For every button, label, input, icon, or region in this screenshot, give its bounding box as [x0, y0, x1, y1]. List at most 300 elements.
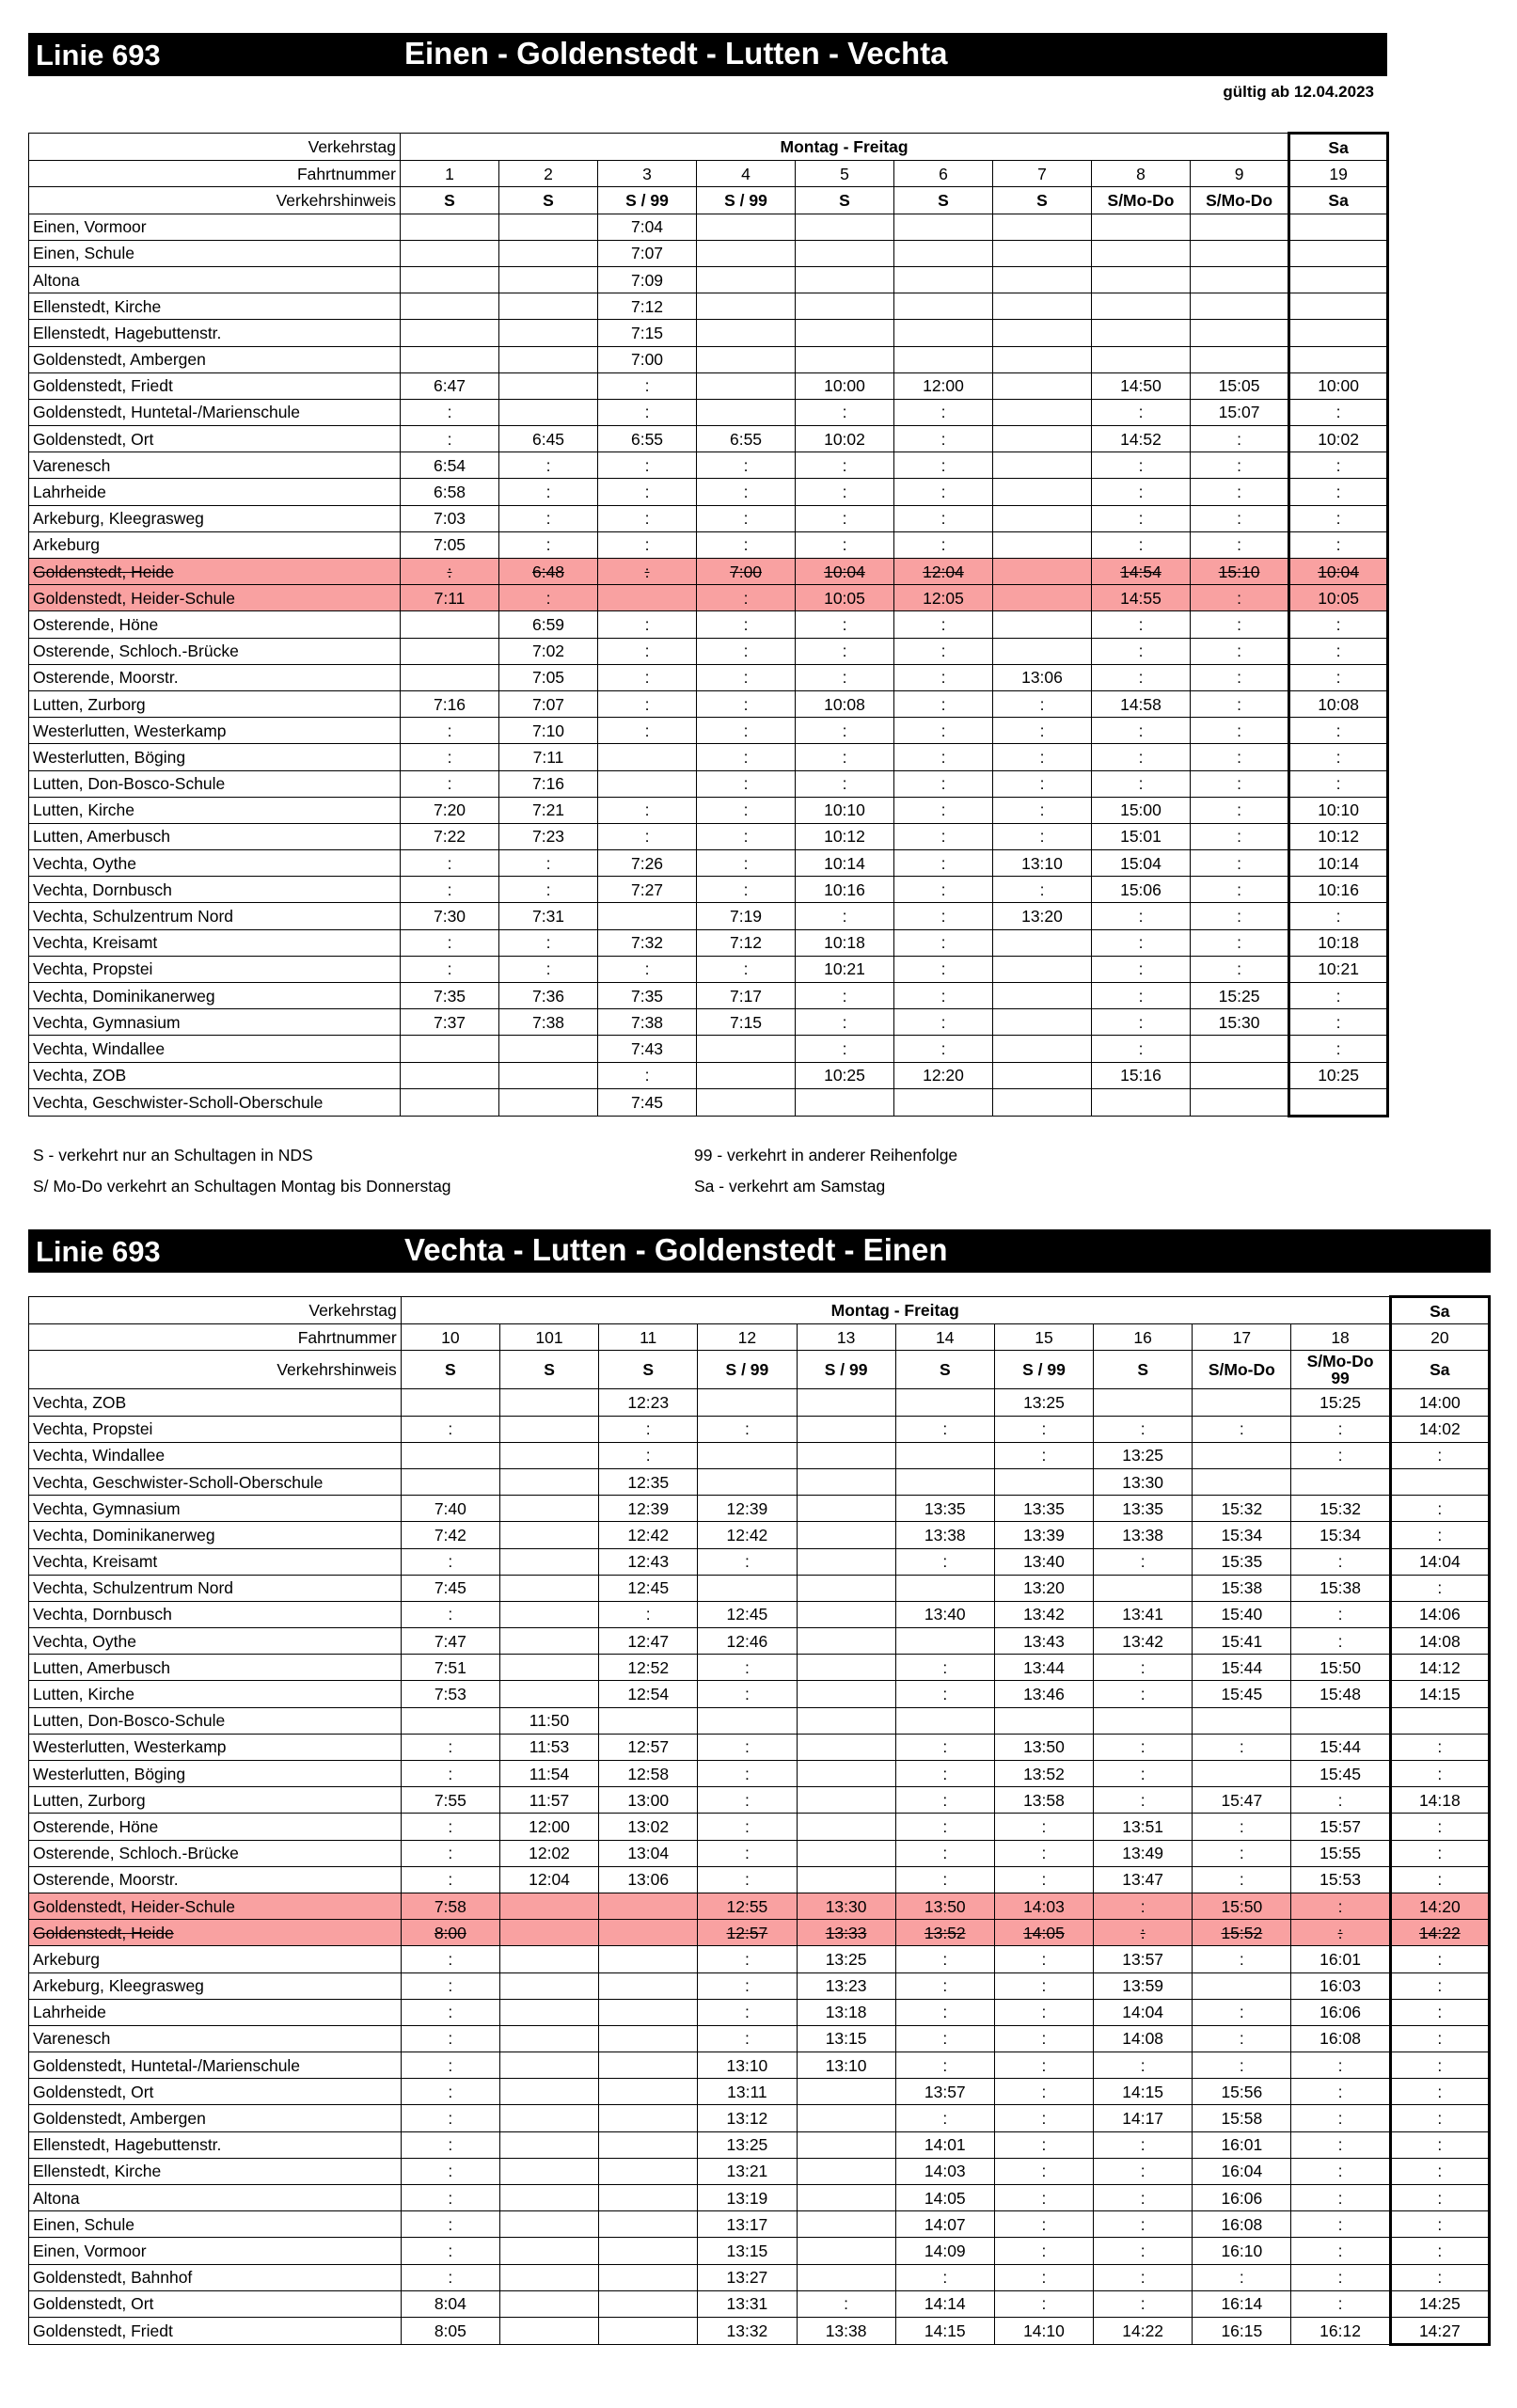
departure-time: :: [499, 531, 598, 558]
departure-time: :: [1193, 1840, 1291, 1866]
stop-row: [29, 1707, 1490, 1734]
departure-time: 12:05: [894, 585, 993, 611]
departure-time: 13:35: [895, 1496, 994, 1522]
departure-time: :: [401, 2264, 499, 2290]
stop-name: Varenesch: [29, 2025, 402, 2052]
stop-name: Goldenstedt, Heider-Schule: [29, 585, 401, 611]
departure-time: [499, 1999, 598, 2025]
departure-time: 12:58: [599, 1761, 698, 1787]
stop-name: Osterende, Moorstr.: [29, 664, 401, 690]
line-label: Linie 693: [36, 1235, 161, 1268]
departure-time: :: [1094, 2131, 1193, 2158]
departure-time: 11:54: [499, 1761, 598, 1787]
departure-time: :: [1191, 903, 1289, 929]
departure-time: [697, 1036, 796, 1062]
departure-time: [499, 2105, 598, 2131]
departure-time: :: [1193, 1999, 1291, 2025]
departure-time: :: [1092, 1036, 1191, 1062]
departure-time: [499, 2158, 598, 2184]
departure-time: 15:45: [1193, 1681, 1291, 1707]
departure-time: [797, 1628, 895, 1655]
departure-time: [401, 346, 499, 372]
departure-time: 13:25: [994, 1389, 1093, 1416]
departure-time: :: [895, 1972, 994, 1999]
departure-time: 16:06: [1193, 2185, 1291, 2211]
departure-time: 13:02: [599, 1814, 698, 1840]
departure-time: [1193, 1468, 1291, 1495]
departure-time: 7:35: [598, 983, 697, 1009]
departure-time: :: [1191, 585, 1289, 611]
departure-time: [994, 1707, 1093, 1734]
stop-name: Vechta, Dornbusch: [29, 1601, 402, 1627]
stop-name: Vechta, Windallee: [29, 1442, 402, 1468]
departure-time: 10:14: [796, 850, 894, 877]
departure-time: [599, 2052, 698, 2079]
departure-time: 13:46: [994, 1681, 1093, 1707]
departure-time: :: [598, 505, 697, 531]
departure-time: 12:42: [599, 1522, 698, 1548]
departure-time: :: [1390, 1496, 1489, 1522]
stop-name: Vechta, Kreisamt: [29, 929, 401, 956]
departure-time: :: [796, 1009, 894, 1036]
stop-name: Vechta, Dominikanerweg: [29, 983, 401, 1009]
trip-number: 1: [401, 161, 499, 187]
departure-time: [499, 1442, 598, 1468]
departure-time: [1291, 1468, 1390, 1495]
departure-time: 13:52: [895, 1920, 994, 1946]
departure-time: 14:15: [895, 2317, 994, 2344]
trip-hint: S/Mo-Do: [1191, 187, 1289, 214]
departure-time: 13:42: [994, 1601, 1093, 1627]
stop-row: [29, 2185, 1490, 2211]
departure-time: [598, 770, 697, 797]
departure-time: :: [994, 1866, 1093, 1893]
stop-row: [29, 1601, 1490, 1627]
stop-name: Goldenstedt, Ort: [29, 2079, 402, 2105]
departure-time: 6:47: [401, 372, 499, 399]
stop-row: [29, 1062, 1388, 1088]
departure-time: [599, 2025, 698, 2052]
departure-time: :: [1289, 744, 1388, 770]
departure-time: :: [895, 1416, 994, 1442]
departure-time: 10:05: [1289, 585, 1388, 611]
departure-time: :: [1291, 2290, 1390, 2317]
departure-time: 14:05: [895, 2185, 994, 2211]
legend-sa: Sa - verkehrt am Samstag: [694, 1177, 886, 1196]
departure-time: :: [1289, 611, 1388, 638]
departure-time: [401, 638, 499, 664]
departure-time: :: [1289, 983, 1388, 1009]
departure-time: :: [401, 1814, 499, 1840]
departure-time: 10:10: [796, 797, 894, 823]
departure-time: :: [1191, 611, 1289, 638]
departure-time: 13:20: [994, 1575, 1093, 1601]
departure-time: 15:50: [1291, 1655, 1390, 1681]
departure-time: 15:45: [1291, 1761, 1390, 1787]
departure-time: [401, 1468, 499, 1495]
departure-time: [797, 2185, 895, 2211]
departure-time: :: [1092, 399, 1191, 425]
departure-time: :: [499, 585, 598, 611]
departure-time: :: [1094, 2211, 1193, 2238]
departure-time: 12:54: [599, 1681, 698, 1707]
departure-time: :: [499, 877, 598, 903]
departure-time: [698, 1389, 797, 1416]
departure-time: :: [598, 718, 697, 744]
departure-time: [797, 1416, 895, 1442]
departure-time: [499, 1088, 598, 1116]
departure-time: [499, 2264, 598, 2290]
stop-name: Goldenstedt, Huntetal-/Marienschule: [29, 2052, 402, 2079]
departure-time: :: [1390, 2025, 1489, 2052]
departure-time: :: [894, 744, 993, 770]
departure-time: [499, 1972, 598, 1999]
departure-time: 8:04: [401, 2290, 499, 2317]
departure-time: :: [401, 2105, 499, 2131]
departure-time: :: [894, 611, 993, 638]
departure-time: :: [401, 399, 499, 425]
stop-row: [29, 1787, 1490, 1814]
legend-99: 99 - verkehrt in anderer Reihenfolge: [694, 1146, 958, 1164]
weekday-header: Montag - Freitag: [401, 134, 1289, 161]
trip-hint: Sa: [1390, 1351, 1489, 1389]
departure-time: 7:17: [697, 983, 796, 1009]
departure-time: :: [598, 559, 697, 585]
departure-time: [599, 2317, 698, 2344]
departure-time: [499, 2211, 598, 2238]
departure-time: :: [894, 638, 993, 664]
stop-name: Lutten, Kirche: [29, 1681, 402, 1707]
stop-name: Einen, Schule: [29, 2211, 402, 2238]
stop-name: Lutten, Don-Bosco-Schule: [29, 1707, 402, 1734]
departure-time: [797, 1734, 895, 1760]
trip-number: 17: [1193, 1324, 1291, 1351]
departure-time: :: [697, 479, 796, 505]
departure-time: 13:52: [994, 1761, 1093, 1787]
departure-time: [1289, 293, 1388, 320]
stop-row: [29, 690, 1388, 717]
departure-time: 15:07: [1191, 399, 1289, 425]
departure-time: 12:39: [599, 1496, 698, 1522]
departure-time: :: [1193, 1734, 1291, 1760]
stop-name: Lutten, Zurborg: [29, 1787, 402, 1814]
departure-time: 13:25: [797, 1946, 895, 1972]
departure-time: :: [1390, 1734, 1489, 1760]
stop-name: Lahrheide: [29, 1999, 402, 2025]
departure-time: [796, 266, 894, 293]
departure-time: 7:05: [499, 664, 598, 690]
departure-time: 12:57: [698, 1920, 797, 1946]
departure-time: 16:06: [1291, 1999, 1390, 2025]
departure-time: :: [401, 744, 499, 770]
departure-time: [1289, 240, 1388, 266]
stop-row: [29, 1628, 1490, 1655]
departure-time: [993, 293, 1092, 320]
departure-time: 12:35: [599, 1468, 698, 1495]
departure-time: :: [994, 1840, 1093, 1866]
departure-time: [499, 1628, 598, 1655]
stop-name: Vechta, Schulzentrum Nord: [29, 1575, 402, 1601]
departure-time: [599, 1893, 698, 1919]
header-row-hint: [29, 187, 1388, 214]
departure-time: :: [894, 956, 993, 982]
departure-time: :: [1289, 1036, 1388, 1062]
stop-row: [29, 797, 1388, 823]
departure-time: [993, 559, 1092, 585]
departure-time: 7:20: [401, 797, 499, 823]
departure-time: [894, 293, 993, 320]
departure-time: [1191, 214, 1289, 240]
departure-time: :: [598, 531, 697, 558]
departure-time: [499, 2290, 598, 2317]
stop-name: Vechta, Oythe: [29, 850, 401, 877]
departure-time: 13:49: [1094, 1840, 1193, 1866]
stop-name: Osterende, Schloch.-Brücke: [29, 1840, 402, 1866]
departure-time: [1193, 1761, 1291, 1787]
stop-row: [29, 877, 1388, 903]
departure-time: 7:03: [401, 505, 499, 531]
departure-time: [599, 2238, 698, 2264]
departure-time: 13:18: [797, 1999, 895, 2025]
departure-time: [499, 1416, 598, 1442]
departure-time: :: [1191, 929, 1289, 956]
departure-time: [599, 1707, 698, 1734]
trip-number: 20: [1390, 1324, 1489, 1351]
stop-row: [29, 240, 1388, 266]
departure-time: [993, 1036, 1092, 1062]
departure-time: [797, 1787, 895, 1814]
departure-time: :: [1289, 903, 1388, 929]
departure-time: :: [401, 1416, 499, 1442]
header-row-day: [29, 134, 1388, 161]
stop-name: Westerlutten, Westerkamp: [29, 1734, 402, 1760]
departure-time: 8:05: [401, 2317, 499, 2344]
departure-time: :: [894, 850, 993, 877]
departure-time: :: [401, 559, 499, 585]
departure-time: [499, 2079, 598, 2105]
stop-name: Einen, Vormoor: [29, 2238, 402, 2264]
departure-time: [993, 240, 1092, 266]
departure-time: 7:38: [499, 1009, 598, 1036]
departure-time: :: [1094, 1761, 1193, 1787]
departure-time: 7:35: [401, 983, 499, 1009]
departure-time: [499, 2025, 598, 2052]
departure-time: :: [698, 1681, 797, 1707]
departure-time: 7:16: [401, 690, 499, 717]
departure-time: :: [499, 850, 598, 877]
departure-time: 14:15: [1094, 2079, 1193, 2105]
stop-row: [29, 744, 1388, 770]
departure-time: [599, 2131, 698, 2158]
stop-row: [29, 1389, 1490, 1416]
departure-time: 13:38: [895, 1522, 994, 1548]
departure-time: :: [1094, 1787, 1193, 1814]
departure-time: :: [1193, 1866, 1291, 1893]
departure-time: :: [994, 2238, 1093, 2264]
departure-time: 13:30: [797, 1893, 895, 1919]
departure-time: [1092, 320, 1191, 346]
departure-time: 6:58: [401, 479, 499, 505]
departure-time: 15:01: [1092, 823, 1191, 849]
departure-time: [993, 452, 1092, 479]
departure-time: :: [598, 797, 697, 823]
departure-time: :: [895, 2025, 994, 2052]
departure-time: 7:38: [598, 1009, 697, 1036]
departure-time: 10:16: [1289, 877, 1388, 903]
departure-time: [894, 214, 993, 240]
departure-time: 7:07: [598, 240, 697, 266]
departure-time: :: [598, 452, 697, 479]
departure-time: 15:58: [1193, 2105, 1291, 2131]
departure-time: [1191, 320, 1289, 346]
departure-time: [499, 214, 598, 240]
departure-time: :: [894, 399, 993, 425]
departure-time: 13:25: [1094, 1442, 1193, 1468]
departure-time: [401, 611, 499, 638]
departure-time: :: [796, 399, 894, 425]
departure-time: :: [796, 903, 894, 929]
departure-time: 14:03: [994, 1893, 1093, 1919]
departure-time: :: [1390, 1866, 1489, 1893]
departure-time: 11:53: [499, 1734, 598, 1760]
departure-time: :: [698, 1548, 797, 1575]
departure-time: 10:18: [796, 929, 894, 956]
departure-time: :: [1289, 1009, 1388, 1036]
departure-time: [1092, 293, 1191, 320]
departure-time: :: [697, 797, 796, 823]
departure-time: :: [401, 2158, 499, 2184]
departure-time: :: [401, 1601, 499, 1627]
departure-time: [401, 664, 499, 690]
departure-time: :: [599, 1416, 698, 1442]
departure-time: [993, 266, 1092, 293]
departure-time: 6:59: [499, 611, 598, 638]
departure-time: [697, 320, 796, 346]
departure-time: [1191, 266, 1289, 293]
stop-name: Lutten, Don-Bosco-Schule: [29, 770, 401, 797]
departure-time: 14:25: [1390, 2290, 1489, 2317]
departure-time: :: [1092, 531, 1191, 558]
stop-row: [29, 2264, 1490, 2290]
stop-name: Ellenstedt, Hagebuttenstr.: [29, 320, 401, 346]
departure-time: :: [894, 505, 993, 531]
departure-time: :: [401, 1972, 499, 1999]
stop-name: Goldenstedt, Heide: [29, 1920, 402, 1946]
departure-time: 13:27: [698, 2264, 797, 2290]
day-label: Verkehrstag: [29, 1297, 402, 1324]
departure-time: 13:10: [797, 2052, 895, 2079]
departure-time: [499, 399, 598, 425]
departure-time: 13:38: [797, 2317, 895, 2344]
departure-time: :: [1291, 2264, 1390, 2290]
departure-time: :: [1191, 638, 1289, 664]
departure-time: 13:23: [797, 1972, 895, 1999]
departure-time: 13:06: [599, 1866, 698, 1893]
stop-name: Varenesch: [29, 452, 401, 479]
departure-time: :: [796, 479, 894, 505]
departure-time: [599, 2158, 698, 2184]
departure-time: 15:25: [1291, 1389, 1390, 1416]
departure-time: 15:50: [1193, 1893, 1291, 1919]
departure-time: [499, 1036, 598, 1062]
departure-time: :: [1191, 797, 1289, 823]
stop-name: Goldenstedt, Ambergen: [29, 346, 401, 372]
departure-time: 15:06: [1092, 877, 1191, 903]
departure-time: 7:19: [697, 903, 796, 929]
departure-time: :: [894, 797, 993, 823]
departure-time: [401, 1062, 499, 1088]
departure-time: [599, 1920, 698, 1946]
departure-time: 14:55: [1092, 585, 1191, 611]
departure-time: :: [1094, 1734, 1193, 1760]
departure-time: [797, 1575, 895, 1601]
departure-time: :: [1191, 505, 1289, 531]
saturday-header: Sa: [1390, 1297, 1489, 1324]
departure-time: [895, 1628, 994, 1655]
trip-hint: S / 99: [994, 1351, 1093, 1389]
departure-time: 16:04: [1193, 2158, 1291, 2184]
departure-time: 12:02: [499, 1840, 598, 1866]
departure-time: 13:04: [599, 1840, 698, 1866]
departure-time: [599, 2264, 698, 2290]
departure-time: 10:02: [1289, 426, 1388, 452]
departure-time: 16:10: [1193, 2238, 1291, 2264]
stop-name: Lutten, Amerbusch: [29, 1655, 402, 1681]
trip-hint: S: [993, 187, 1092, 214]
departure-time: 13:10: [993, 850, 1092, 877]
departure-time: 13:57: [1094, 1946, 1193, 1972]
departure-time: 15:56: [1193, 2079, 1291, 2105]
departure-time: 15:34: [1291, 1522, 1390, 1548]
departure-time: 14:00: [1390, 1389, 1489, 1416]
departure-time: 14:10: [994, 2317, 1093, 2344]
departure-time: [697, 293, 796, 320]
stop-row: [29, 1522, 1490, 1548]
departure-time: :: [1390, 2264, 1489, 2290]
stop-name: Goldenstedt, Friedt: [29, 372, 401, 399]
departure-time: [1193, 1972, 1291, 1999]
departure-time: 13:32: [698, 2317, 797, 2344]
departure-time: :: [993, 797, 1092, 823]
departure-time: [1094, 1389, 1193, 1416]
departure-time: :: [598, 956, 697, 982]
departure-time: 7:12: [697, 929, 796, 956]
departure-time: :: [796, 452, 894, 479]
trip-hint: S: [895, 1351, 994, 1389]
departure-time: [797, 2264, 895, 2290]
departure-time: 7:58: [401, 1893, 499, 1919]
departure-time: :: [796, 664, 894, 690]
departure-time: 10:10: [1289, 797, 1388, 823]
departure-time: 14:18: [1390, 1787, 1489, 1814]
departure-time: 7:37: [401, 1009, 499, 1036]
departure-time: :: [698, 1734, 797, 1760]
departure-time: :: [401, 2025, 499, 2052]
departure-time: :: [1092, 479, 1191, 505]
departure-time: :: [697, 690, 796, 717]
departure-time: [797, 1866, 895, 1893]
departure-time: :: [894, 929, 993, 956]
stop-row: [29, 1496, 1490, 1522]
stop-row: [29, 1575, 1490, 1601]
departure-time: :: [1191, 770, 1289, 797]
departure-time: [993, 346, 1092, 372]
stop-row: [29, 1866, 1490, 1893]
departure-time: 15:44: [1291, 1734, 1390, 1760]
departure-time: [797, 2211, 895, 2238]
departure-time: :: [894, 903, 993, 929]
departure-time: [599, 2185, 698, 2211]
